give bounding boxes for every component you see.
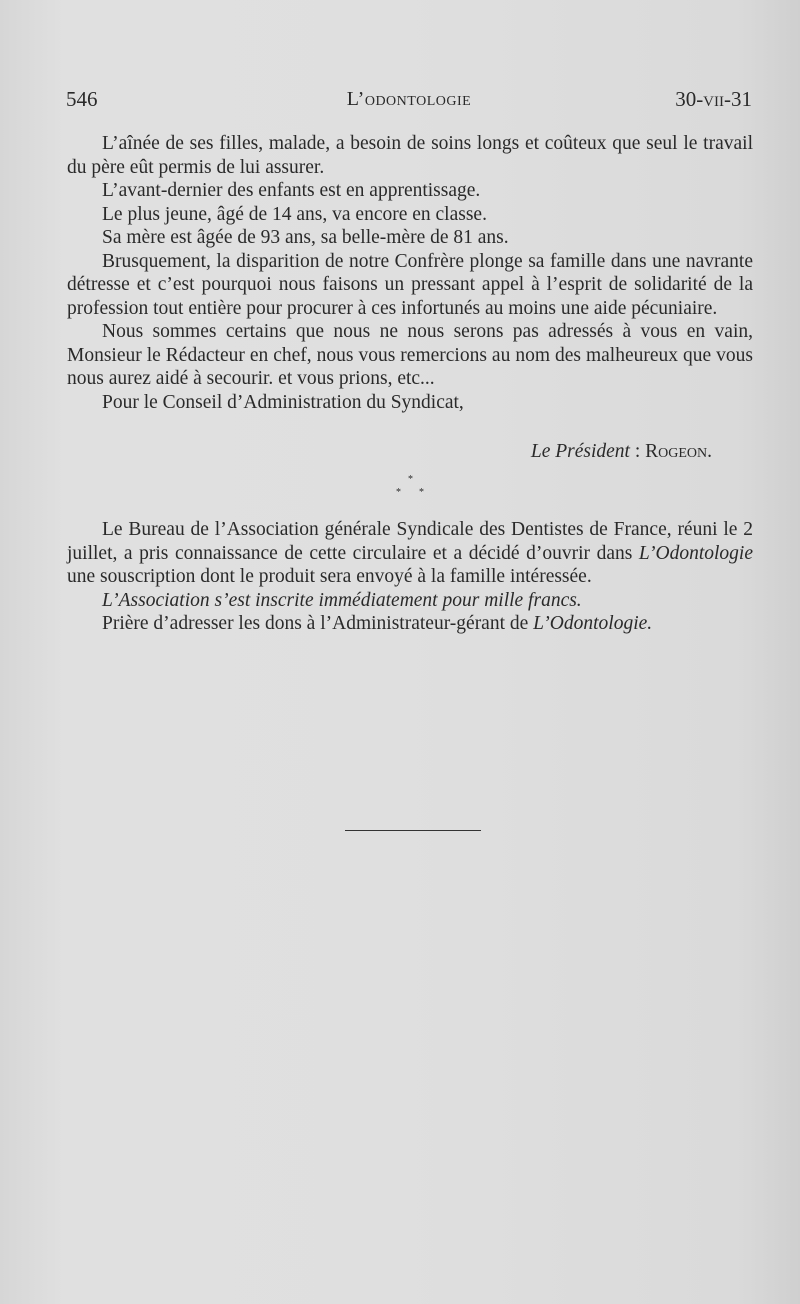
paragraph: Pour le Conseil d’Administration du Syndicat, xyxy=(102,391,464,413)
text-run: Prière d’adresser les dons à l’Administrateur-gérant de xyxy=(102,613,534,634)
paragraph: L’avant-dernier des enfants est en apprentissage. xyxy=(102,180,481,201)
signature-title: Le Président xyxy=(530,441,630,462)
paragraph xyxy=(67,612,753,636)
asterism-separator xyxy=(392,474,432,502)
paragraph: Brusquement, la disparition de notre Confrère plonge sa famille dans une navrante détresse et c’est pourquoi nous faisons un pressant appel à l’esprit de solidarité de la profession tout entière pour procurer à ces infortunés au moins une aide pécuniaire. xyxy=(67,250,753,319)
paragraph: Sa mère est âgée de 93 ans, sa belle-mère de 81 ans. xyxy=(102,227,509,248)
notice-body xyxy=(67,518,753,636)
paragraph xyxy=(67,518,753,589)
issue-date: 30-vii-31 xyxy=(675,87,752,111)
end-rule xyxy=(345,830,481,831)
running-title: L’odontologie xyxy=(346,88,472,110)
paragraph: Le plus jeune, âgé de 14 ans, va encore en classe. xyxy=(102,203,487,225)
page-number: 546 xyxy=(66,87,98,111)
paragraph: L’Association s’est inscrite immédiatement pour mille francs. xyxy=(102,589,582,611)
journal-title: L’Odontologie xyxy=(638,542,753,564)
journal-title: L’Odontologie. xyxy=(533,613,653,634)
text-run: une souscription dont le produit sera envoyé à la famille intéressée. xyxy=(67,566,592,587)
signature-name: Rogeon. xyxy=(645,441,712,462)
text-run: Le Bureau de l’Association générale Syndicale des Dentistes de France, réuni le 2 juillet, a pris connaissance de cette circulaire et a décidé d’ouvrir dans xyxy=(67,519,753,564)
page-header xyxy=(66,84,752,114)
paragraph: Nous sommes certains que nous ne nous serons pas adressés à vous en vain, Monsieur le Rédacteur en chef, nous vous remercions au nom des malheureux que vous nous aurez aidé à secourir. et vous prions, etc... xyxy=(67,321,753,389)
paragraph: L’aînée de ses filles, malade, a besoin de soins longs et coûteux que seul le travail du père eût permis de lui assurer. xyxy=(67,133,753,178)
signature-separator: : xyxy=(629,441,646,462)
asterism-star: * xyxy=(396,487,401,498)
letter-body xyxy=(67,132,753,414)
signature xyxy=(531,440,712,464)
asterism-star: * xyxy=(419,487,424,498)
asterism-star: * xyxy=(408,474,413,485)
